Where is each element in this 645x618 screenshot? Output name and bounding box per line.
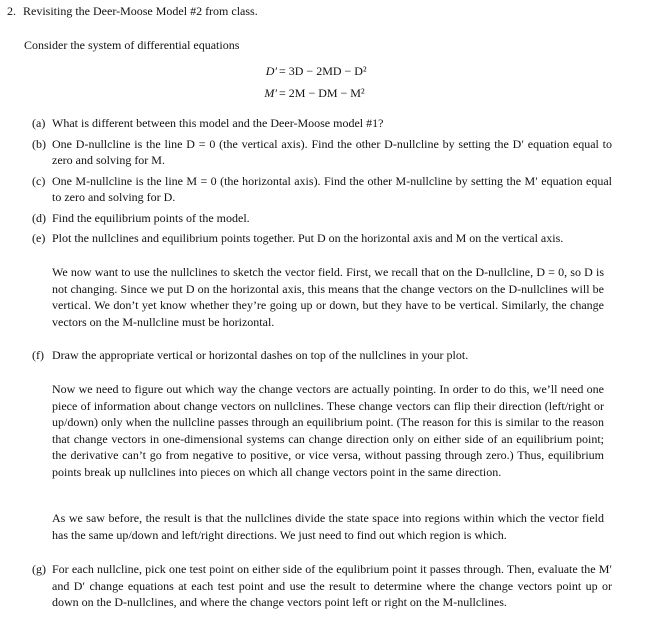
part-d: [32, 210, 612, 227]
part-label: (g): [32, 562, 46, 576]
part-label: (b): [32, 136, 46, 151]
part-text: One D-nullcline is the line D = 0 (the vertical axis). Find the other D-nullcline by setting the D′ equation equal to zero and solving for M.: [52, 136, 612, 167]
part-text: Draw the appropriate vertical or horizontal dashes on top of the nullclines in your plot.: [52, 348, 469, 362]
part-text: Plot the nullclines and equilibrium points together. Put D on the horizontal axis and M on the vertical axis.: [52, 231, 564, 245]
part-text: One M-nullcline is the line M = 0 (the horizontal axis). Find the other M-nullcline by setting the M′ equation equal to zero and solving for D.: [52, 173, 612, 204]
part-f: [32, 347, 612, 364]
parts-list-bottom: [32, 561, 612, 615]
parts-list-top: [32, 115, 612, 251]
part-b: [32, 136, 612, 169]
problem-number: 2.: [7, 4, 16, 18]
part-label: (d): [32, 210, 46, 225]
part-label: (a): [32, 116, 46, 130]
problem-title: Revisiting the Deer-Moose Model #2 from class.: [23, 4, 258, 18]
part-label: (e): [32, 231, 46, 245]
part-text: What is different between this model and the Deer-Moose model #1?: [52, 116, 384, 130]
part-g: [32, 561, 612, 611]
equation-lhs: D′: [265, 64, 277, 78]
intro-text: Consider the system of differential equations: [24, 38, 240, 52]
parts-list-middle: [32, 347, 612, 368]
part-label: (c): [32, 173, 46, 188]
part-text: For each nullcline, pick one test point on either side of the equlibrium point it passes through. Then, evaluate the M′ and D′ change equations at each test point and use the result to determine where the change vectors point up or down on the D-nullclines, and where the change vectors point left or right on the M-nullclines.: [52, 562, 612, 609]
part-label: (f): [32, 348, 44, 362]
equation-rhs: = 3D − 2MD − D²: [279, 64, 367, 78]
part-a: [32, 115, 612, 132]
problem-heading: [7, 3, 627, 20]
equation-rhs: = 2M − DM − M²: [279, 86, 365, 100]
paragraph-change-vectors: Now we need to figure out which way the change vectors are actually pointing. In order to do this, we’ll need one piece of information about change vectors on nullclines. These change vectors can flip their direction (left/right or up/down) only when the nullcline passes through an equilibrium point. (The reason for this is similar to the reason that change vectors in one-dimensional systems can change direction only on either side of an equilibrium point; the derivative can’t go from negative to positive, or vice versa, without passing through zero.) Thus, equilibrium points break up nullclines into pieces on which all change vectors point in the same direction.: [52, 382, 604, 479]
paragraph-vector-field: We now want to use the nullclines to sketch the vector field. First, we recall that on the D-nullcline, D = 0, so D is not changing. Since we put D on the horizontal axis, this means that the change vectors on the D-nullclines will be vertical. We don’t yet know whether they’re going up or down, but they have to be vertical. Similarly, the change vectors on the M-nullcline must be horizontal.: [52, 265, 604, 329]
equation-lhs: M′: [264, 86, 277, 100]
part-text: Find the equilibrium points of the model.: [52, 210, 250, 225]
part-e: [32, 230, 612, 247]
part-c: [32, 173, 612, 206]
paragraph-regions: As we saw before, the result is that the nullclines divide the state space into regions within which the vector field has the same up/down and left/right directions. We just need to find out which region is which.: [52, 511, 604, 542]
